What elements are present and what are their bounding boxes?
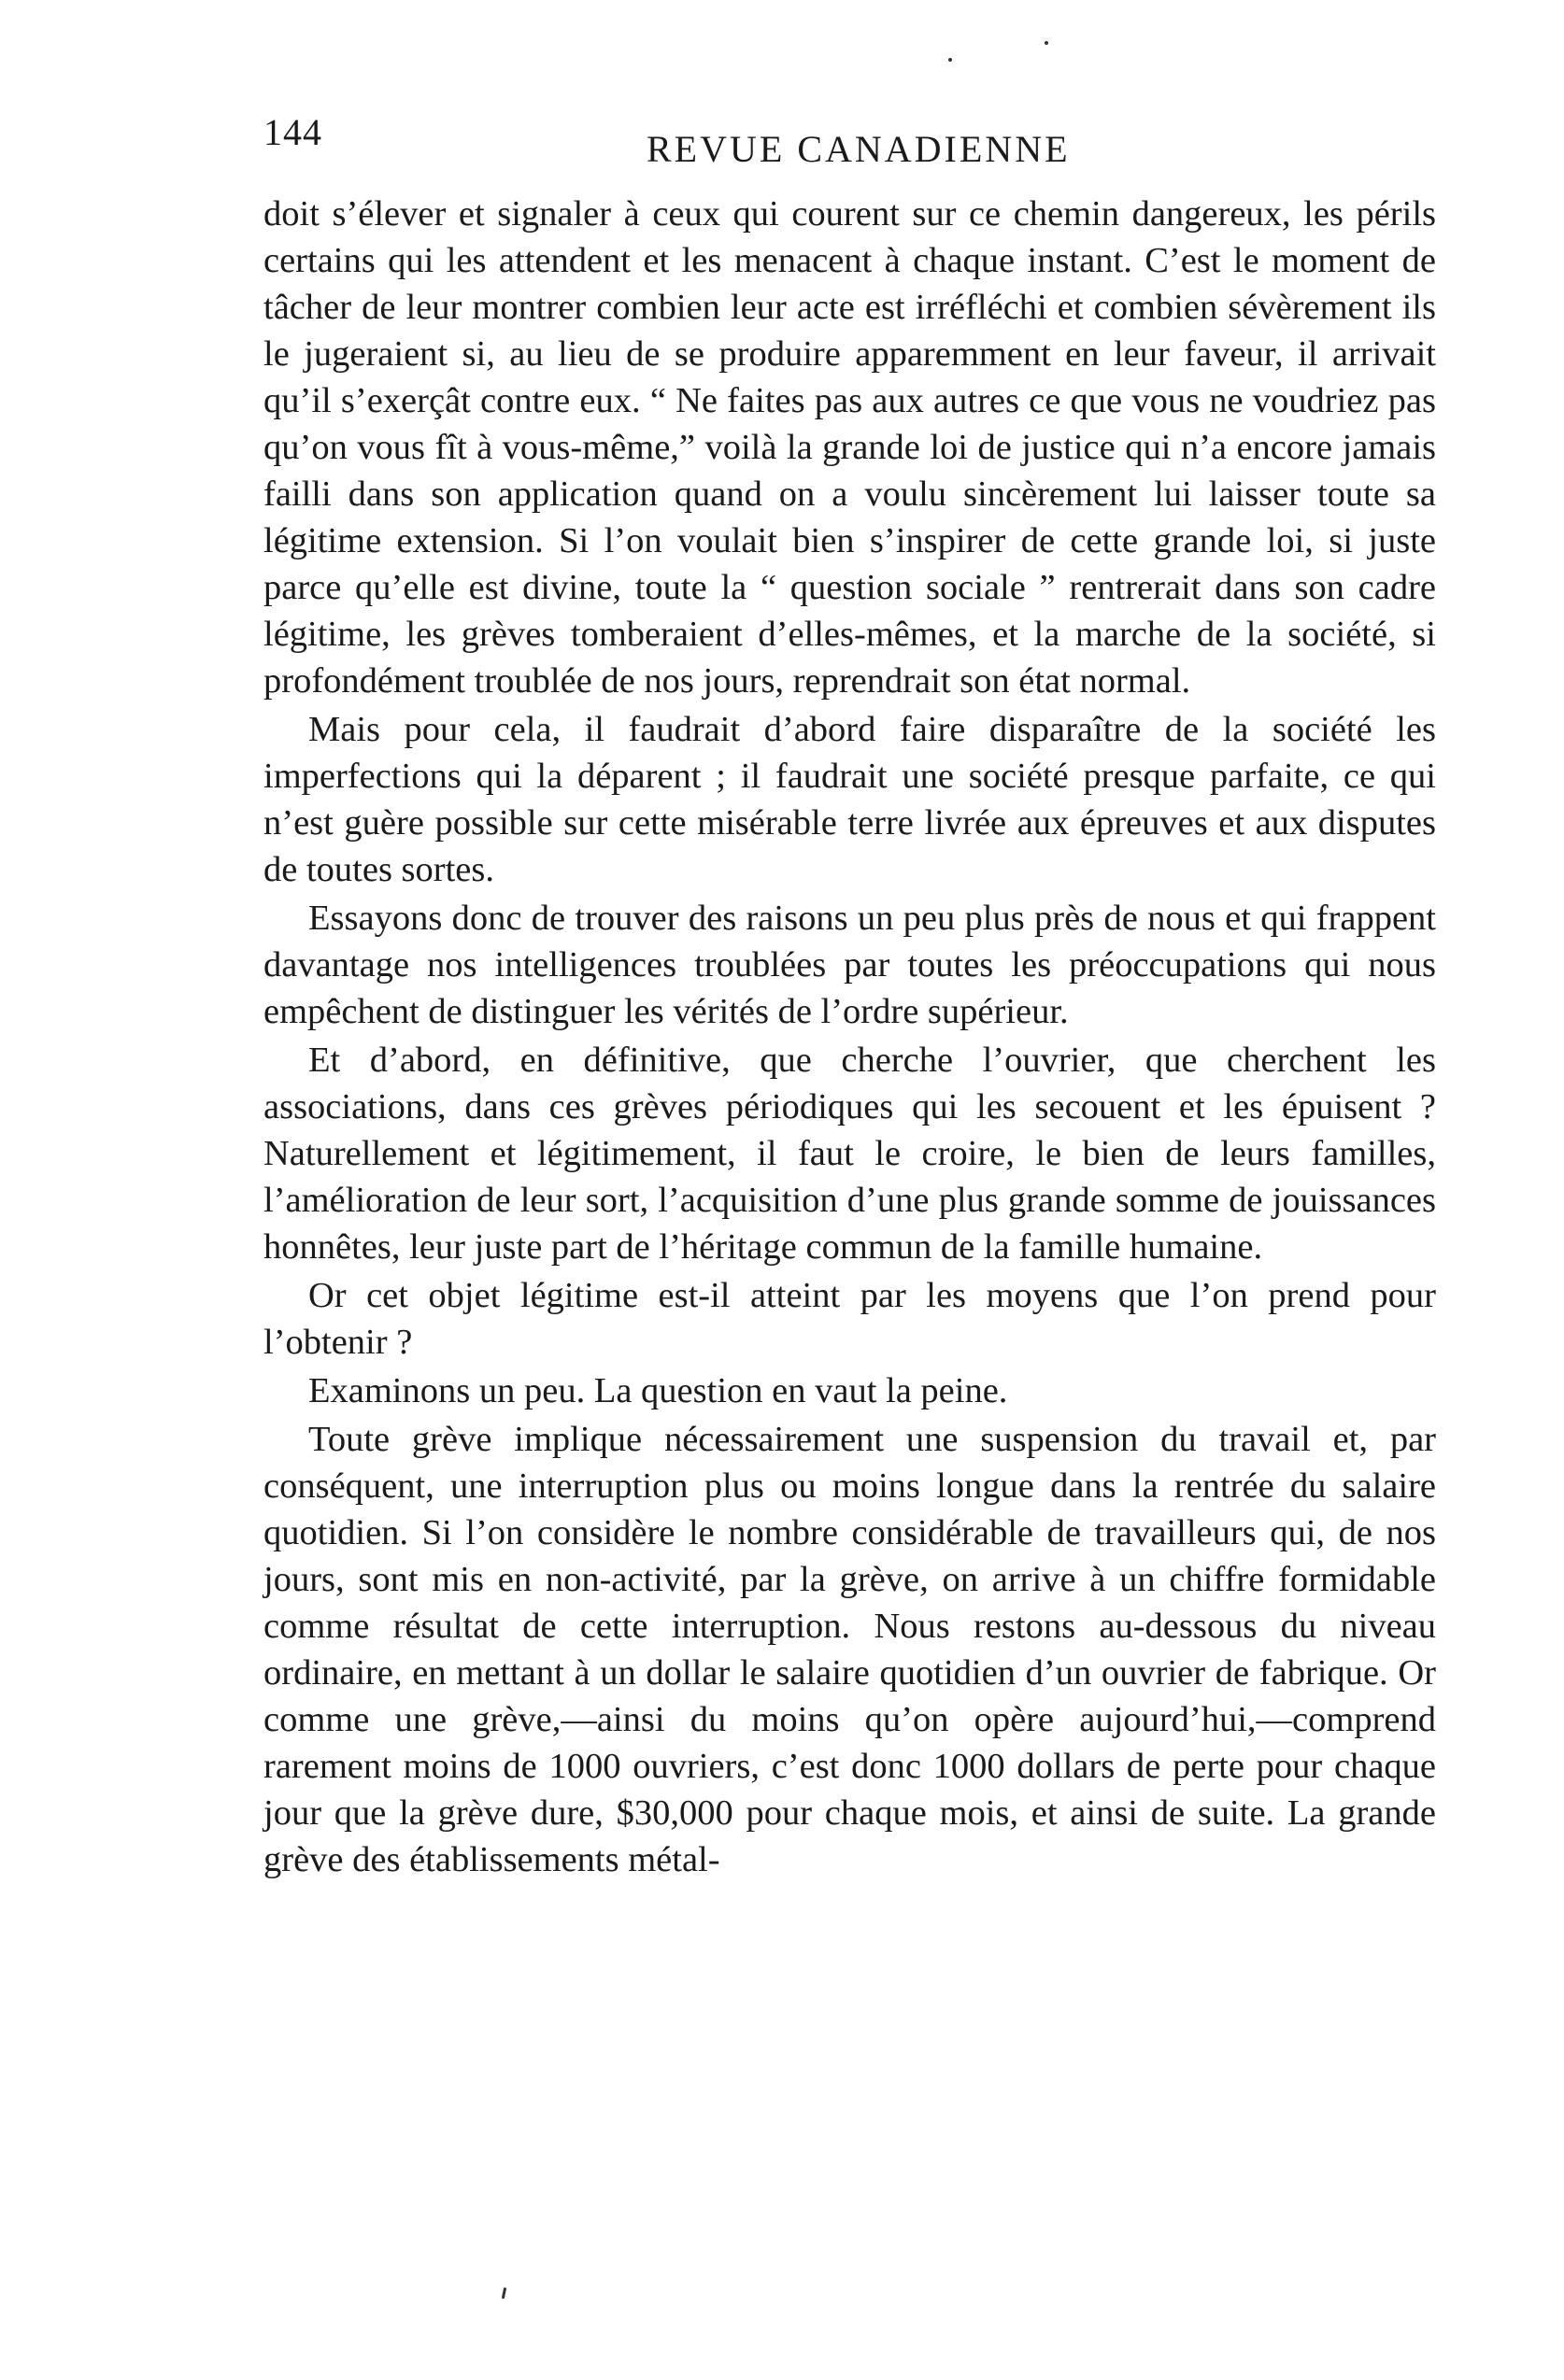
running-head: REVUE CANADIENNE — [647, 128, 1071, 170]
paragraph: Mais pour cela, il faudrait d’abord faire disparaître de la société les imperfections qui la déparent ; il faudrait une société presque parfaite, ce qui n’est guère possible sur cette misérable terre livrée aux épreuves et aux disputes de toutes sortes. — [263, 710, 1436, 889]
page-header — [263, 110, 1431, 170]
paragraph: Examinons un peu. La question en vaut la peine. — [308, 1371, 1008, 1410]
body-text — [263, 191, 1436, 1883]
paragraph: Or cet objet légitime est-il atteint par les moyens que l’on prend pour l’obtenir ? — [263, 1276, 1436, 1362]
page-number: 144 — [263, 111, 322, 153]
ink-speck — [1045, 41, 1048, 45]
paragraph: Essayons donc de trouver des raisons un peu plus près de nous et qui frappent davantage nos intelligences troublées par toutes les préoccupations qui nous empêchent de distinguer les vérités de l’ordre supérieur. — [263, 899, 1436, 1031]
paragraph: Et d’abord, en définitive, que cherche l’ouvrier, que cherchent les associations, dans ces grèves périodiques qui les secouent et les épuisent ? Naturellement et légitimement, il faut le croire, le bien de leurs familles, l’amélioration de leur sort, l’acquisition d’une plus grande somme de jouissances honnêtes, leur juste part de l’héritage commun de la famille humaine. — [263, 1041, 1436, 1267]
ink-speck — [948, 58, 952, 62]
paragraph: doit s’élever et signaler à ceux qui courent sur ce chemin dangereux, les périls certains qui les attendent et les menacent à chaque instant. C’est le moment de tâcher de leur montrer combien leur acte est irréfléchi et combien sévèrement ils le jugeraient si, au lieu de se produire apparemment en leur faveur, il arrivait qu’il s’exerçât contre eux. “ Ne faites pas aux autres ce que vous ne voudriez pas qu’on vous fît à vous-même,” voilà la grande loi de justice qui n’a encore jamais failli dans son application quand on a voulu sincèrement lui laisser toute sa légitime extension. Si l’on voulait bien s’inspirer de cette grande loi, si juste parce qu’elle est divine, toute la “ question sociale ” rentrerait dans son cadre légitime, les grèves tomberaient d’elles-mêmes, et la marche de la société, si profondément troublée de nos jours, reprendrait son état normal. — [263, 194, 1436, 701]
ink-speck — [502, 2288, 506, 2299]
paragraph: Toute grève implique nécessairement une suspension du travail et, par conséquent, une interruption plus ou moins longue dans la rentrée du salaire quotidien. Si l’on considère le nombre considérable de travailleurs qui, de nos jours, sont mis en non-activité, par la grève, on arrive à un chiffre formidable comme résultat de cette interruption. Nous restons au-dessous du niveau ordinaire, en mettant à un dollar le salaire quotidien d’un ouvrier de fabrique. Or comme une grève,—ainsi du moins qu’on opère aujourd’hui,—comprend rarement moins de 1000 ouvriers, c’est donc 1000 dollars de perte pour chaque jour que la grève dure, $30,000 pour chaque mois, et ainsi de suite. La grande grève des établissements métal- — [263, 1420, 1436, 1879]
